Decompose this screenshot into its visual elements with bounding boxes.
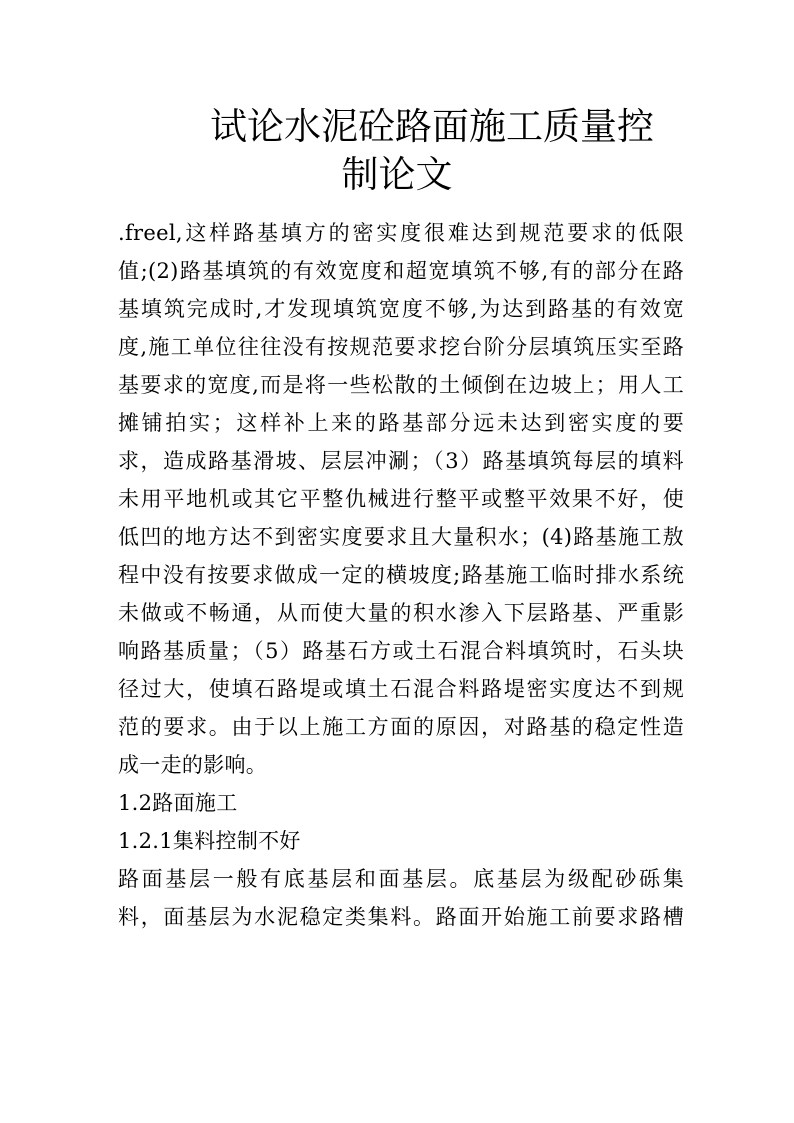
body-line: 径过大，使填石路堤或填土石混合料路堤密实度达不到规 xyxy=(118,677,684,701)
body-line: 基填筑完成时,才发现填筑宽度不够,为达到路基的有效宽 xyxy=(118,297,684,321)
body-line: 低凹的地方达不到密实度要求且大量积水；(4)路基施工敖 xyxy=(118,525,684,549)
body-line: 未做或不畅通，从而使大量的积水渗入下层路基、严重影 xyxy=(118,601,684,625)
paragraph-line: 路面基层一般有底基层和面基层。底基层为级配砂砾集 xyxy=(118,867,684,891)
body-line: 摊铺拍实；这样补上来的路基部分远未达到密实度的要 xyxy=(118,411,684,435)
body-line: 响路基质量；（5）路基石方或土石混合料填筑时，石头块 xyxy=(118,639,684,663)
body-line: 范的要求。由于以上施工方面的原因，对路基的稳定性造 xyxy=(118,715,684,739)
body-line: 未用平地机或其它平整仇械进行整平或整平效果不好，使 xyxy=(118,487,684,511)
body-line: 基要求的宽度,而是将一些松散的土倾倒在边坡上；用人工 xyxy=(118,373,684,397)
body-line: 成一走的影响。 xyxy=(118,753,268,777)
body-line: 度,施工单位往往没有按规范要求挖台阶分层填筑压实至路 xyxy=(118,335,684,359)
subsection-heading: 1.2.1集料控制不好 xyxy=(118,829,301,853)
body-line: 求，造成路基滑坡、层层冲涮；（3）路基填筑每层的填料 xyxy=(118,449,684,473)
document-title-line-1: 试论水泥砼路面施工质量控 xyxy=(210,105,654,148)
section-heading: 1.2路面施工 xyxy=(118,791,238,815)
document-title-line-2: 制论文 xyxy=(341,153,453,196)
body-line: 值;(2)路基填筑的有效宽度和超宽填筑不够,有的部分在路 xyxy=(118,259,684,283)
body-line: .freel,这样路基填方的密实度很难达到规范要求的低限 xyxy=(118,221,684,245)
body-line: 程中没有按要求做成一定的横坡度;路基施工临时排水系统 xyxy=(118,563,684,587)
paragraph-line: 料，面基层为水泥稳定类集料。路面开始施工前要求路槽 xyxy=(118,905,684,929)
